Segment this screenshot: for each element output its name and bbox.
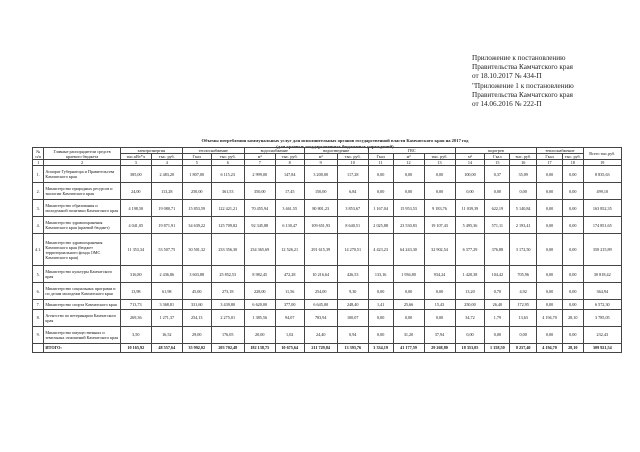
value-cell: 4 194,70 xyxy=(537,309,563,326)
value-cell: 4,92 xyxy=(510,283,537,300)
value-cell: 0,00 xyxy=(368,283,393,300)
value-cell: 3 439,80 xyxy=(211,300,244,309)
value-cell: 364,94 xyxy=(583,283,621,300)
total-value-cell: 1 158,50 xyxy=(485,343,510,352)
value-cell: 571,11 xyxy=(485,217,510,234)
value-cell: 31,20 xyxy=(393,326,424,343)
budget-holder-name: Аппарат Губернатора и Правительства Камчатского края xyxy=(44,166,120,183)
header-line-2: Правительства Камчатского края xyxy=(472,63,573,72)
value-cell: 3 172,50 xyxy=(510,234,537,266)
value-cell: 172,95 xyxy=(510,300,537,309)
value-cell: 250,00 xyxy=(182,183,211,200)
unit-header: тыс. руб. xyxy=(337,154,368,160)
value-cell: 20,00 xyxy=(244,326,275,343)
value-cell: 0,00 xyxy=(562,200,583,217)
total-value-cell: 13 393,76 xyxy=(337,343,368,352)
value-cell: 53 507,75 xyxy=(151,234,182,266)
value-cell: 8 835,63 xyxy=(583,166,621,183)
value-cell: 94,07 xyxy=(275,309,304,326)
value-cell: 0,00 xyxy=(424,183,455,200)
value-cell: 0,00 xyxy=(368,166,393,183)
value-cell: 934,24 xyxy=(424,266,455,283)
unit-header: тыс. руб. xyxy=(211,154,244,160)
budget-holder-name: Министерство здравоохранения Камчатского края (краевой бюджет) xyxy=(44,217,120,234)
row-number: 2. xyxy=(33,183,44,200)
value-cell: 100,00 xyxy=(455,166,485,183)
total-value-cell: 182 138,75 xyxy=(244,343,275,352)
value-cell: 174 851,65 xyxy=(583,217,621,234)
resolution-header xyxy=(472,54,637,109)
value-cell: 15,43 xyxy=(424,300,455,309)
value-cell: 34,72 xyxy=(455,309,485,326)
title-line-1: Объемы потребления коммунальных услуг для исполнительных органов государственной власти Камчатского края на 2017 год xyxy=(201,138,469,143)
budget-holder-name: Министерство здравоохранения Камчатского края (бюджет территориального фонда ОМС Камчатского края) xyxy=(44,234,120,266)
total-value-cell: 28,10 xyxy=(562,343,583,352)
value-cell: 6,84 xyxy=(337,183,368,200)
value-cell: 0,00 xyxy=(537,266,563,283)
value-cell: 9 183,76 xyxy=(424,200,455,217)
value-cell: 350,00 xyxy=(244,183,275,200)
total-value-cell: 41 177,59 xyxy=(393,343,424,352)
value-cell: 5 495,36 xyxy=(455,217,485,234)
value-cell: 622,19 xyxy=(485,200,510,217)
value-cell: 2 275,01 xyxy=(211,309,244,326)
value-cell: 350 215,89 xyxy=(583,234,621,266)
column-index-cell: 7 xyxy=(244,160,275,166)
total-value-cell: 35 992,02 xyxy=(182,343,211,352)
value-cell: 11 039,39 xyxy=(455,200,485,217)
value-cell: 26,40 xyxy=(485,300,510,309)
value-cell: 0,00 xyxy=(393,166,424,183)
value-cell: 1 807,00 xyxy=(182,166,211,183)
value-cell: 176,05 xyxy=(211,326,244,343)
column-index-cell: 15 xyxy=(485,160,510,166)
value-cell: 2 436,86 xyxy=(151,266,182,283)
value-cell: 17,45 xyxy=(275,183,304,200)
group-water-header: водоснабжение xyxy=(244,148,304,154)
col-name-header: Главные распорядители средств краевого бюджета xyxy=(44,148,120,160)
value-cell: 0,00 xyxy=(510,326,537,343)
total-value-cell: 4 194,70 xyxy=(537,343,563,352)
value-cell: 4 198,50 xyxy=(120,200,151,217)
value-cell: 10 216,64 xyxy=(304,266,337,283)
value-cell: 0,00 xyxy=(537,217,563,234)
column-index-cell: 17 xyxy=(537,160,563,166)
value-cell: 6 377,29 xyxy=(455,234,485,266)
value-cell: 19 080,71 xyxy=(151,200,182,217)
value-cell: 0,00 xyxy=(562,283,583,300)
value-cell: 705,96 xyxy=(510,266,537,283)
value-cell: 15 953,53 xyxy=(393,200,424,217)
value-cell: 4 423,23 xyxy=(368,234,393,266)
value-cell: 34 639,22 xyxy=(182,217,211,234)
title-line-2: (для краевых государственных бюджетных учреждений) xyxy=(276,144,394,149)
header-line-6: от 14.06.2016 № 222-П xyxy=(472,100,542,109)
value-cell: 3,50 xyxy=(120,326,151,343)
row-number: 7. xyxy=(33,300,44,309)
total-value-cell: 10 165,92 xyxy=(120,343,151,352)
budget-holder-name: Министерство природных ресурсов и экологии Камчатского края xyxy=(44,183,120,200)
unit-header: м³ xyxy=(455,154,485,160)
unit-header: м³ xyxy=(304,154,337,160)
value-cell: 9,30 xyxy=(337,283,368,300)
value-cell: 163 852,35 xyxy=(583,200,621,217)
value-cell: 1 936,80 xyxy=(393,266,424,283)
row-number: 8. xyxy=(33,309,44,326)
budget-holder-name: Министерство спорта Камчатского края xyxy=(44,300,120,309)
unit-header: тыс. руб. xyxy=(562,154,583,160)
value-cell: 28,10 xyxy=(562,309,583,326)
column-index-cell: 13 xyxy=(424,160,455,166)
value-cell: 0,00 xyxy=(537,326,563,343)
header-line-1: Приложение к постановлению xyxy=(472,54,566,62)
column-index-cell: 12 xyxy=(393,160,424,166)
value-cell: 14 270,51 xyxy=(337,234,368,266)
value-cell: 1 420,38 xyxy=(455,266,485,283)
value-cell: 100,07 xyxy=(337,309,368,326)
column-index-cell: 19 xyxy=(583,160,621,166)
table-row xyxy=(33,266,622,283)
row-number: 4. xyxy=(33,217,44,234)
total-value-cell: 203 702,48 xyxy=(211,343,244,352)
table-row xyxy=(33,309,622,326)
column-index-cell: 11 xyxy=(368,160,393,166)
value-cell: 24,40 xyxy=(304,326,337,343)
value-cell: 0,37 xyxy=(485,166,510,183)
value-cell: 19 871,91 xyxy=(151,217,182,234)
value-cell: 0,00 xyxy=(537,234,563,266)
value-cell: 25,66 xyxy=(393,300,424,309)
value-cell: 0,00 xyxy=(393,309,424,326)
value-cell: 1,02 xyxy=(275,326,304,343)
header-line-5: Правительства Камчатского края xyxy=(472,90,573,99)
value-cell: 113,28 xyxy=(151,183,182,200)
column-index-cell: 5 xyxy=(182,160,211,166)
value-cell: 11 353,34 xyxy=(120,234,151,266)
column-index-cell: 3 xyxy=(120,160,151,166)
value-cell: 24,00 xyxy=(120,183,151,200)
group-heat-header: теплоснабжение xyxy=(182,148,244,154)
value-cell: 6 130,47 xyxy=(275,217,304,234)
budget-holder-name: Министерство культуры Камчатского края xyxy=(44,266,120,283)
value-cell: 104,42 xyxy=(485,266,510,283)
value-cell: 122 421,21 xyxy=(211,200,244,217)
value-cell: 1 167,04 xyxy=(368,200,393,217)
value-cell: 3 785,05 xyxy=(583,309,621,326)
value-cell: 0,00 xyxy=(562,183,583,200)
budget-holder-name: Агентство по ветеринарии Камчатского края xyxy=(44,309,120,326)
table-row xyxy=(33,326,622,343)
value-cell: 5 140,84 xyxy=(510,200,537,217)
value-cell: 426,53 xyxy=(337,266,368,283)
value-cell: 2 025,88 xyxy=(368,217,393,234)
column-index-cell: 9 xyxy=(304,160,337,166)
table-row xyxy=(33,166,622,183)
value-cell: 61,98 xyxy=(151,283,182,300)
value-cell: 0,00 xyxy=(562,266,583,283)
budget-holder-name: Министерство социальных программ и по делам молодежи Камчатского края xyxy=(44,283,120,300)
value-cell: 13,98 xyxy=(120,283,151,300)
value-cell: 8 640,51 xyxy=(337,217,368,234)
value-cell: 0,00 xyxy=(393,283,424,300)
value-cell: 0,00 xyxy=(393,183,424,200)
table-row xyxy=(33,183,622,200)
value-cell: 0,00 xyxy=(424,283,455,300)
value-cell: 377,00 xyxy=(275,300,304,309)
value-cell: 64 243,30 xyxy=(393,234,424,266)
unit-header: м³ xyxy=(244,154,275,160)
row-number: 6. xyxy=(33,283,44,300)
value-cell: 0,00 xyxy=(424,309,455,326)
value-cell: 254,00 xyxy=(304,283,337,300)
value-cell: 80 801,23 xyxy=(304,200,337,217)
row-number: 3. xyxy=(33,200,44,217)
row-number: 5. xyxy=(33,266,44,283)
value-cell: 0,00 xyxy=(455,326,485,343)
group-gvs-header: ГВС xyxy=(368,148,455,154)
table-row xyxy=(33,300,622,309)
unit-header: тыс. руб. xyxy=(151,154,182,160)
value-cell: 30 818,42 xyxy=(583,266,621,283)
value-cell: 3 200,00 xyxy=(304,166,337,183)
value-cell: 3 853,67 xyxy=(337,200,368,217)
value-cell: 23 530,83 xyxy=(393,217,424,234)
unit-header: Гкал xyxy=(537,154,563,160)
header-line-3: от 18.10.2017 № 434-П xyxy=(472,72,542,81)
table-row xyxy=(33,234,622,266)
value-cell: 0,00 xyxy=(537,283,563,300)
total-row xyxy=(33,343,622,352)
total-value-cell: 10 675,64 xyxy=(275,343,304,352)
value-cell: 248,40 xyxy=(337,300,368,309)
header-line-4: "Приложение 1 к постановлению xyxy=(472,81,574,90)
value-cell: 228,00 xyxy=(244,283,275,300)
value-cell: 45,00 xyxy=(182,283,211,300)
value-cell: 232,43 xyxy=(583,326,621,343)
value-cell: 0,00 xyxy=(455,183,485,200)
value-cell: 1,41 xyxy=(368,300,393,309)
table-row xyxy=(33,217,622,234)
value-cell: 0,00 xyxy=(368,326,393,343)
value-cell: 16,52 xyxy=(151,326,182,343)
value-cell: 291 615,39 xyxy=(304,234,337,266)
value-cell: 331,60 xyxy=(182,300,211,309)
value-cell: 147,84 xyxy=(275,166,304,183)
consumption-table xyxy=(32,147,622,353)
value-cell: 1 385,56 xyxy=(244,309,275,326)
column-index-cell: 16 xyxy=(510,160,537,166)
total-label: ИТОГО: xyxy=(44,343,120,352)
col-total-header: Всего тыс.руб. xyxy=(583,148,621,160)
unit-header: тыс. руб. xyxy=(275,154,304,160)
value-cell: 273,18 xyxy=(211,283,244,300)
value-cell: 6 620,00 xyxy=(244,300,275,309)
value-cell: 0,00 xyxy=(424,166,455,183)
column-index-cell: 6 xyxy=(211,160,244,166)
value-cell: 30 501,32 xyxy=(182,234,211,266)
value-cell: 109 651,93 xyxy=(304,217,337,234)
table-row xyxy=(33,200,622,217)
table-row xyxy=(33,283,622,300)
column-index-cell: 4 xyxy=(151,160,182,166)
value-cell: 29,00 xyxy=(182,326,211,343)
total-number-cell xyxy=(33,343,44,352)
value-cell: 6 572,30 xyxy=(583,300,621,309)
unit-header: тыс. руб. xyxy=(424,154,455,160)
value-cell: 0,00 xyxy=(562,234,583,266)
unit-header: тыс. руб. xyxy=(510,154,537,160)
column-index-cell: 8 xyxy=(275,160,304,166)
value-cell: 376,88 xyxy=(485,234,510,266)
value-cell: 19 107,43 xyxy=(424,217,455,234)
value-cell: 15 853,59 xyxy=(182,200,211,217)
value-cell: 117,28 xyxy=(337,166,368,183)
value-cell: 713,73 xyxy=(120,300,151,309)
value-cell: 0,00 xyxy=(537,183,563,200)
value-cell: 269,36 xyxy=(120,309,151,326)
value-cell: 2 193,41 xyxy=(510,217,537,234)
column-index-cell: 2 xyxy=(44,160,120,166)
value-cell: 6 645,00 xyxy=(304,300,337,309)
value-cell: 0,70 xyxy=(485,283,510,300)
total-value-cell: 48 557,64 xyxy=(151,343,182,352)
unit-header: м³ xyxy=(393,154,424,160)
total-value-cell: 8 257,40 xyxy=(510,343,537,352)
value-cell: 0,00 xyxy=(485,326,510,343)
total-value-cell: 3 334,19 xyxy=(368,343,393,352)
value-cell: 32 902,54 xyxy=(424,234,455,266)
unit-header: Гкал xyxy=(368,154,393,160)
value-cell: 254,13 xyxy=(182,309,211,326)
value-cell: 233 356,30 xyxy=(211,234,244,266)
total-value-cell: 211 729,84 xyxy=(304,343,337,352)
value-cell: 12 526,21 xyxy=(275,234,304,266)
value-cell: 361,53 xyxy=(211,183,244,200)
value-cell: 3 368,81 xyxy=(151,300,182,309)
value-cell: 3 461,55 xyxy=(275,200,304,217)
col-number-header: № п/п xyxy=(33,148,44,160)
unit-header: Гкал xyxy=(485,154,510,160)
value-cell: 0,00 xyxy=(510,183,537,200)
value-cell: 3 603,88 xyxy=(182,266,211,283)
group-heating-header: теплоснабжение xyxy=(537,148,583,154)
value-cell: 0,00 xyxy=(368,309,393,326)
unit-header: тыс.кВт*ч xyxy=(120,154,151,160)
group-hot-water-header: подогрев xyxy=(455,148,537,154)
total-value-cell: 18 353,05 xyxy=(455,343,485,352)
value-cell: 150,00 xyxy=(304,183,337,200)
value-cell: 385,00 xyxy=(120,166,151,183)
value-cell: 11,56 xyxy=(275,283,304,300)
row-number: 1. xyxy=(33,166,44,183)
value-cell: 70 455,94 xyxy=(244,200,275,217)
value-cell: 0,00 xyxy=(562,166,583,183)
value-cell: 0,00 xyxy=(368,183,393,200)
group-sewage-header: водоотведение xyxy=(304,148,368,154)
value-cell: 13,63 xyxy=(510,309,537,326)
value-cell: 0,00 xyxy=(485,183,510,200)
value-cell: 37,94 xyxy=(424,326,455,343)
unit-header: Гкал xyxy=(182,154,211,160)
value-cell: 0,00 xyxy=(562,300,583,309)
value-cell: 4 041,05 xyxy=(120,217,151,234)
value-cell: 13,20 xyxy=(455,283,485,300)
value-cell: 2 483,20 xyxy=(151,166,182,183)
value-cell: 0,00 xyxy=(537,166,563,183)
value-cell: 472,28 xyxy=(275,266,304,283)
value-cell: 783,94 xyxy=(304,309,337,326)
value-cell: 0,00 xyxy=(537,300,563,309)
column-index-cell: 14 xyxy=(455,160,485,166)
value-cell: 133,16 xyxy=(368,266,393,283)
column-index-cell: 1 xyxy=(33,160,44,166)
value-cell: 6 115,23 xyxy=(211,166,244,183)
value-cell: 2 999,00 xyxy=(244,166,275,183)
value-cell: 0,94 xyxy=(337,326,368,343)
value-cell: 125 709,82 xyxy=(211,217,244,234)
row-number: 9. xyxy=(33,326,44,343)
total-value-cell: 309 921,54 xyxy=(583,343,621,352)
group-electric-header: электроэнергия xyxy=(120,148,182,154)
budget-holder-name: Министерство имущественных и земельных отношений Камчатского края xyxy=(44,326,120,343)
value-cell: 25 852,53 xyxy=(211,266,244,283)
column-index-cell: 10 xyxy=(337,160,368,166)
value-cell: 92 345,88 xyxy=(244,217,275,234)
value-cell: 0,00 xyxy=(562,326,583,343)
value-cell: 0,00 xyxy=(562,217,583,234)
value-cell: 1,79 xyxy=(485,309,510,326)
column-index-cell: 18 xyxy=(562,160,583,166)
value-cell: 499,10 xyxy=(583,183,621,200)
total-value-cell: 29 268,80 xyxy=(424,343,455,352)
value-cell: 316,80 xyxy=(120,266,151,283)
value-cell: 234 365,69 xyxy=(244,234,275,266)
value-cell: 1 271,37 xyxy=(151,309,182,326)
budget-holder-name: Министерство образования и молодежной политики Камчатского края xyxy=(44,200,120,217)
value-cell: 8 982,45 xyxy=(244,266,275,283)
value-cell: 35,09 xyxy=(510,166,537,183)
value-cell: 0,00 xyxy=(537,200,563,217)
row-number: 4.1. xyxy=(33,234,44,266)
value-cell: 250,00 xyxy=(455,300,485,309)
